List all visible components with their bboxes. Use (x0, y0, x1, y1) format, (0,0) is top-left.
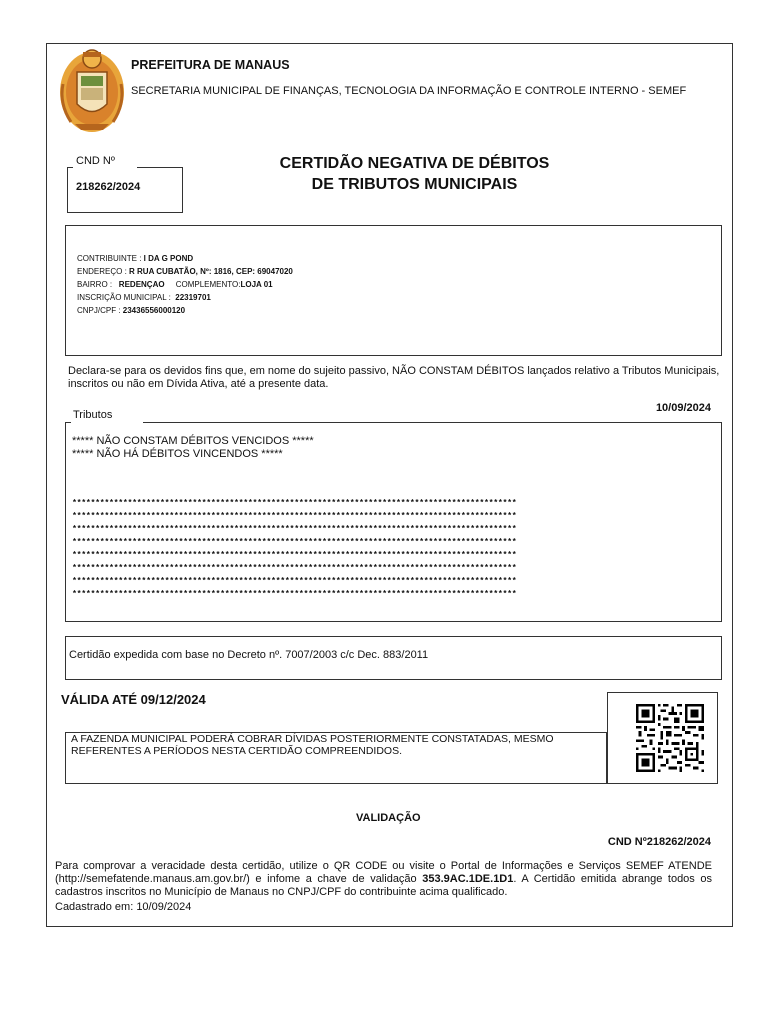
endereco-label: ENDEREÇO : (77, 267, 130, 276)
complemento-label: COMPLEMENTO: (175, 280, 241, 289)
valid-until: VÁLIDA ATÉ 09/12/2024 (61, 692, 206, 707)
endereco-value: R RUA CUBATÃO, Nº: 1816, CEP: 69047020 (129, 267, 293, 276)
tributos-label: Tributos (73, 409, 113, 421)
qr-code-box (607, 692, 718, 784)
inscricao-value: 22319701 (175, 293, 211, 302)
fazenda-notice: A FAZENDA MUNICIPAL PODERÁ COBRAR DÍVIDAS POSTERIORMENTE CONSTATADAS, MESMO REFERENTES A PERÍODOS NESTA CERTIDÃO COMPREENDIDOS. (71, 733, 554, 757)
bairro-label: BAIRRO : (77, 280, 115, 289)
validation-cnd-ref: CND Nº218262/2024 (607, 836, 711, 848)
declaration-text: Declara-se para os devidos fins que, em nome do sujeito passivo, NÃO CONSTAM DÉBITOS lançados relativo a Tributos Municipais, inscritos ou não em Dívida Ativa, até a presente data. (68, 365, 720, 390)
cnpj-row (77, 304, 293, 317)
registered-date: Cadastrado em: 10/09/2024 (55, 901, 192, 913)
validation-heading: VALIDAÇÃO (356, 812, 421, 824)
cnpj-label: CNPJ/CPF : (77, 306, 123, 315)
cnd-number-box (67, 167, 183, 213)
complemento-value: LOJA 01 (240, 280, 273, 289)
certificate-title (227, 153, 602, 195)
title-line-2: DE TRIBUTOS MUNICIPAIS (311, 176, 518, 193)
validation-text-after: . A Certidão emitida abrange todos os cadastros inscritos no Município de Manaus no CNPJ/CPF do contribuinte acima qualificado. (55, 873, 713, 898)
bairro-value: REDENÇAO (118, 280, 165, 289)
cnd-number: 218262/2024 (76, 181, 141, 193)
header-title: PREFEITURA DE MANAUS (131, 58, 290, 72)
certificate-page (46, 43, 733, 927)
contribuinte-label: CONTRIBUINTE : (77, 254, 144, 263)
cnd-label: CND Nº (76, 155, 115, 167)
endereco-row (77, 265, 293, 278)
decreto-text: Certidão expedida com base no Decreto nº. 7007/2003 c/c Dec. 883/2011 (69, 649, 429, 661)
validation-key: 353.9AC.1DE.1D1 (422, 873, 514, 885)
header-subtitle: SECRETARIA MUNICIPAL DE FINANÇAS, TECNOLOGIA DA INFORMAÇÃO E CONTROLE INTERNO - SEMEF (131, 85, 687, 97)
contribuinte-value: I DA G POND (143, 254, 194, 263)
contribuinte-box (65, 225, 722, 356)
contribuinte-row (77, 252, 293, 265)
bairro-row (77, 278, 293, 291)
contribuinte-details (77, 252, 293, 317)
filler-stars: ************************************************************************************************ ************************************************************************************************ ************************************************************************************************ ************************************************************************************************ ************************************************************************************************ ************************************************************************************************ ************************************************************************************************ ************************************************************************************************ (72, 499, 517, 599)
inscricao-row (77, 291, 293, 304)
cnpj-value: 23436556000120 (122, 306, 186, 315)
no-overdue-debts-line: ***** NÃO CONSTAM DÉBITOS VENCIDOS ***** (72, 435, 314, 447)
validation-text-before: Para comprovar a veracidade desta certidão, utilize o QR CODE ou visite o Portal de Informações e Serviços SEMEF ATENDE (http://semefatende.manaus.am.gov.br/) e infome a chave de validação (55, 860, 712, 885)
validation-instructions (55, 860, 712, 899)
title-line-1: CERTIDÃO NEGATIVA DE DÉBITOS (279, 155, 550, 172)
no-upcoming-debts-line: ***** NÃO HÁ DÉBITOS VINCENDOS ***** (72, 448, 283, 460)
decreto-box (65, 636, 722, 680)
qr-code-icon[interactable] (635, 704, 705, 772)
tributos-box (65, 422, 722, 622)
fazenda-notice-box (65, 732, 607, 784)
crest-icon (57, 44, 127, 134)
inscricao-label: INSCRIÇÃO MUNICIPAL : (77, 293, 174, 302)
tributos-date: 10/09/2024 (655, 402, 711, 414)
